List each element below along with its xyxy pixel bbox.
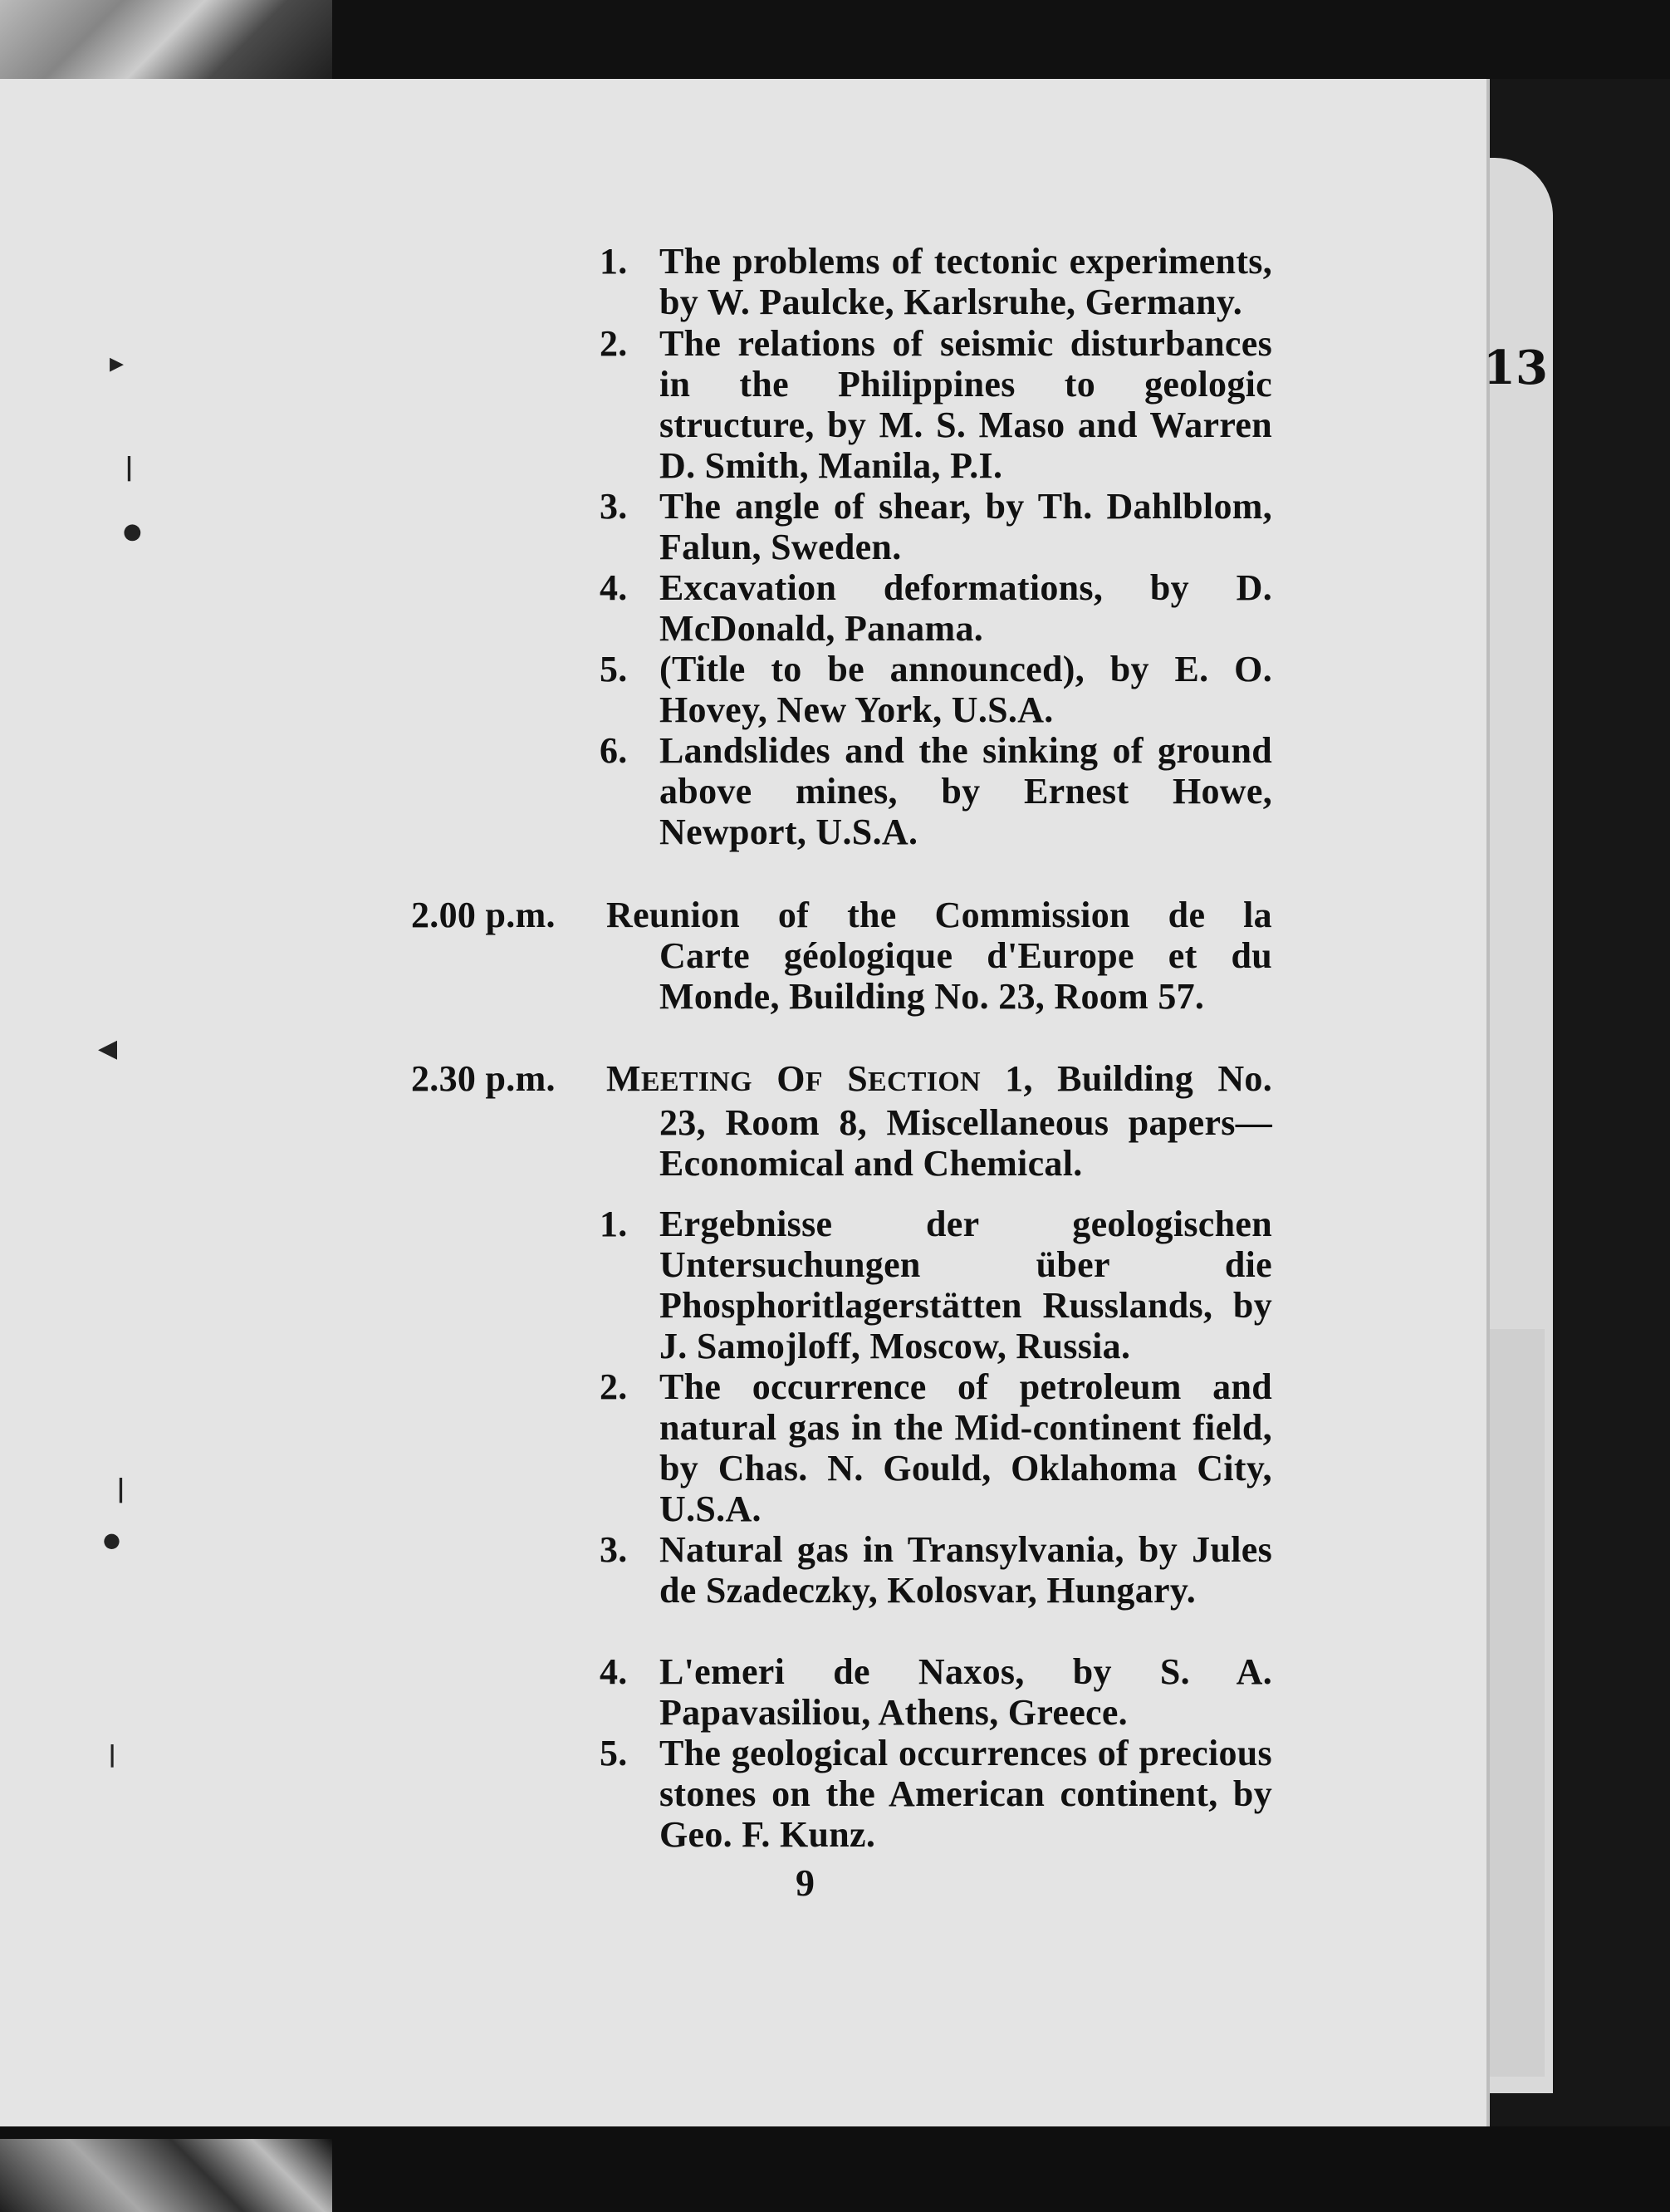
list-item [600, 1204, 1272, 1366]
page-number: 9 [796, 1861, 815, 1904]
item-number: 5. [600, 1733, 628, 1773]
item-number: 4. [600, 567, 628, 608]
item-text: The geological occurrences of precious stones on the American continent, by Geo. F. Kunz. [659, 1733, 1272, 1855]
item-number: 2. [600, 323, 628, 364]
item-number: 5. [600, 649, 628, 689]
item-text: Excavation deformations, by D. McDonald, Panama. [659, 567, 1272, 649]
event-time: 2.00 p.m. [411, 895, 556, 935]
item-text: L'emeri de Naxos, by S. A. Papavasiliou, Athens, Greece. [659, 1651, 1272, 1733]
event-first-line: Reunion of the Commission de la [606, 895, 1272, 935]
event-meeting [606, 1058, 1272, 1184]
back-page-number: 13 [1483, 341, 1548, 395]
list-item [600, 1529, 1272, 1611]
bottom-left-film-artifact [0, 2139, 332, 2212]
item-text: Ergebnisse der geologischen Untersuchungen über die Phosphoritlagerstätten Russlands, by J. Samojloff, Moscow, Russia. [659, 1204, 1272, 1366]
event-reunion [606, 895, 1272, 1017]
item-number: 3. [600, 1529, 628, 1570]
item-text: The problems of tectonic experiments, by W. Paulcke, Karlsruhe, Germany. [659, 241, 1272, 322]
item-text: (Title to be announced), by E. O. Hovey, New York, U.S.A. [659, 649, 1272, 730]
heading-tail: 1, Building No. [1005, 1058, 1272, 1099]
item-number: 2. [600, 1366, 628, 1407]
list-item [600, 730, 1272, 852]
item-number: 1. [600, 1204, 628, 1244]
list-item [600, 323, 1272, 486]
event-time: 2.30 p.m. [411, 1058, 556, 1099]
margin-arrow-mark: ▸ [110, 346, 125, 380]
list-item [600, 649, 1272, 730]
heading-smallcaps: ECTION [867, 1067, 981, 1097]
heading-letter: O [776, 1058, 806, 1099]
event-description: Carte géologique d'Europe et du Monde, Building No. 23, Room 57. [659, 935, 1272, 1017]
margin-arrow-mark-2: ◀ [98, 1034, 118, 1063]
item-number: 1. [600, 241, 628, 282]
heading-letter: S [847, 1058, 868, 1099]
back-page-lower-edge [1478, 1329, 1545, 2077]
margin-dot-mark-2: ● [103, 1528, 120, 1552]
item-text: The relations of seismic disturbances in the Philippines to geologic structure, by M. S. Maso and Warren D. Smith, Manila, P.I. [659, 323, 1272, 486]
heading-letter: M [606, 1058, 641, 1099]
margin-dash-mark-3: | [108, 1740, 117, 1768]
list-item [600, 241, 1272, 322]
heading-smallcaps: F [805, 1067, 823, 1097]
item-text: Natural gas in Transylvania, by Jules de Szadeczky, Kolosvar, Hungary. [659, 1529, 1272, 1611]
event-description: 23, Room 8, Miscellaneous papers— Economical and Chemical. [659, 1102, 1272, 1184]
list-item [600, 486, 1272, 567]
top-left-film-artifact [0, 0, 332, 79]
item-number: 3. [600, 486, 628, 527]
list-item [600, 1733, 1272, 1855]
event-heading-line [606, 1058, 1272, 1102]
item-number: 6. [600, 730, 628, 771]
list-item [600, 1366, 1272, 1529]
heading-smallcaps: EETING [640, 1067, 752, 1097]
item-number: 4. [600, 1651, 628, 1692]
margin-dot-mark: ● [123, 519, 142, 544]
list-item [600, 567, 1272, 649]
margin-dash-mark: | [125, 453, 134, 482]
item-text: The occurrence of petroleum and natural gas in the Mid-continent field, by Chas. N. Gould, Oklahoma City, U.S.A. [659, 1366, 1272, 1529]
margin-dash-mark-2: | [116, 1474, 125, 1503]
item-text: Landslides and the sinking of ground above mines, by Ernest Howe, Newport, U.S.A. [659, 730, 1272, 852]
item-text: The angle of shear, by Th. Dahlblom, Falun, Sweden. [659, 486, 1272, 567]
list-item [600, 1651, 1272, 1733]
